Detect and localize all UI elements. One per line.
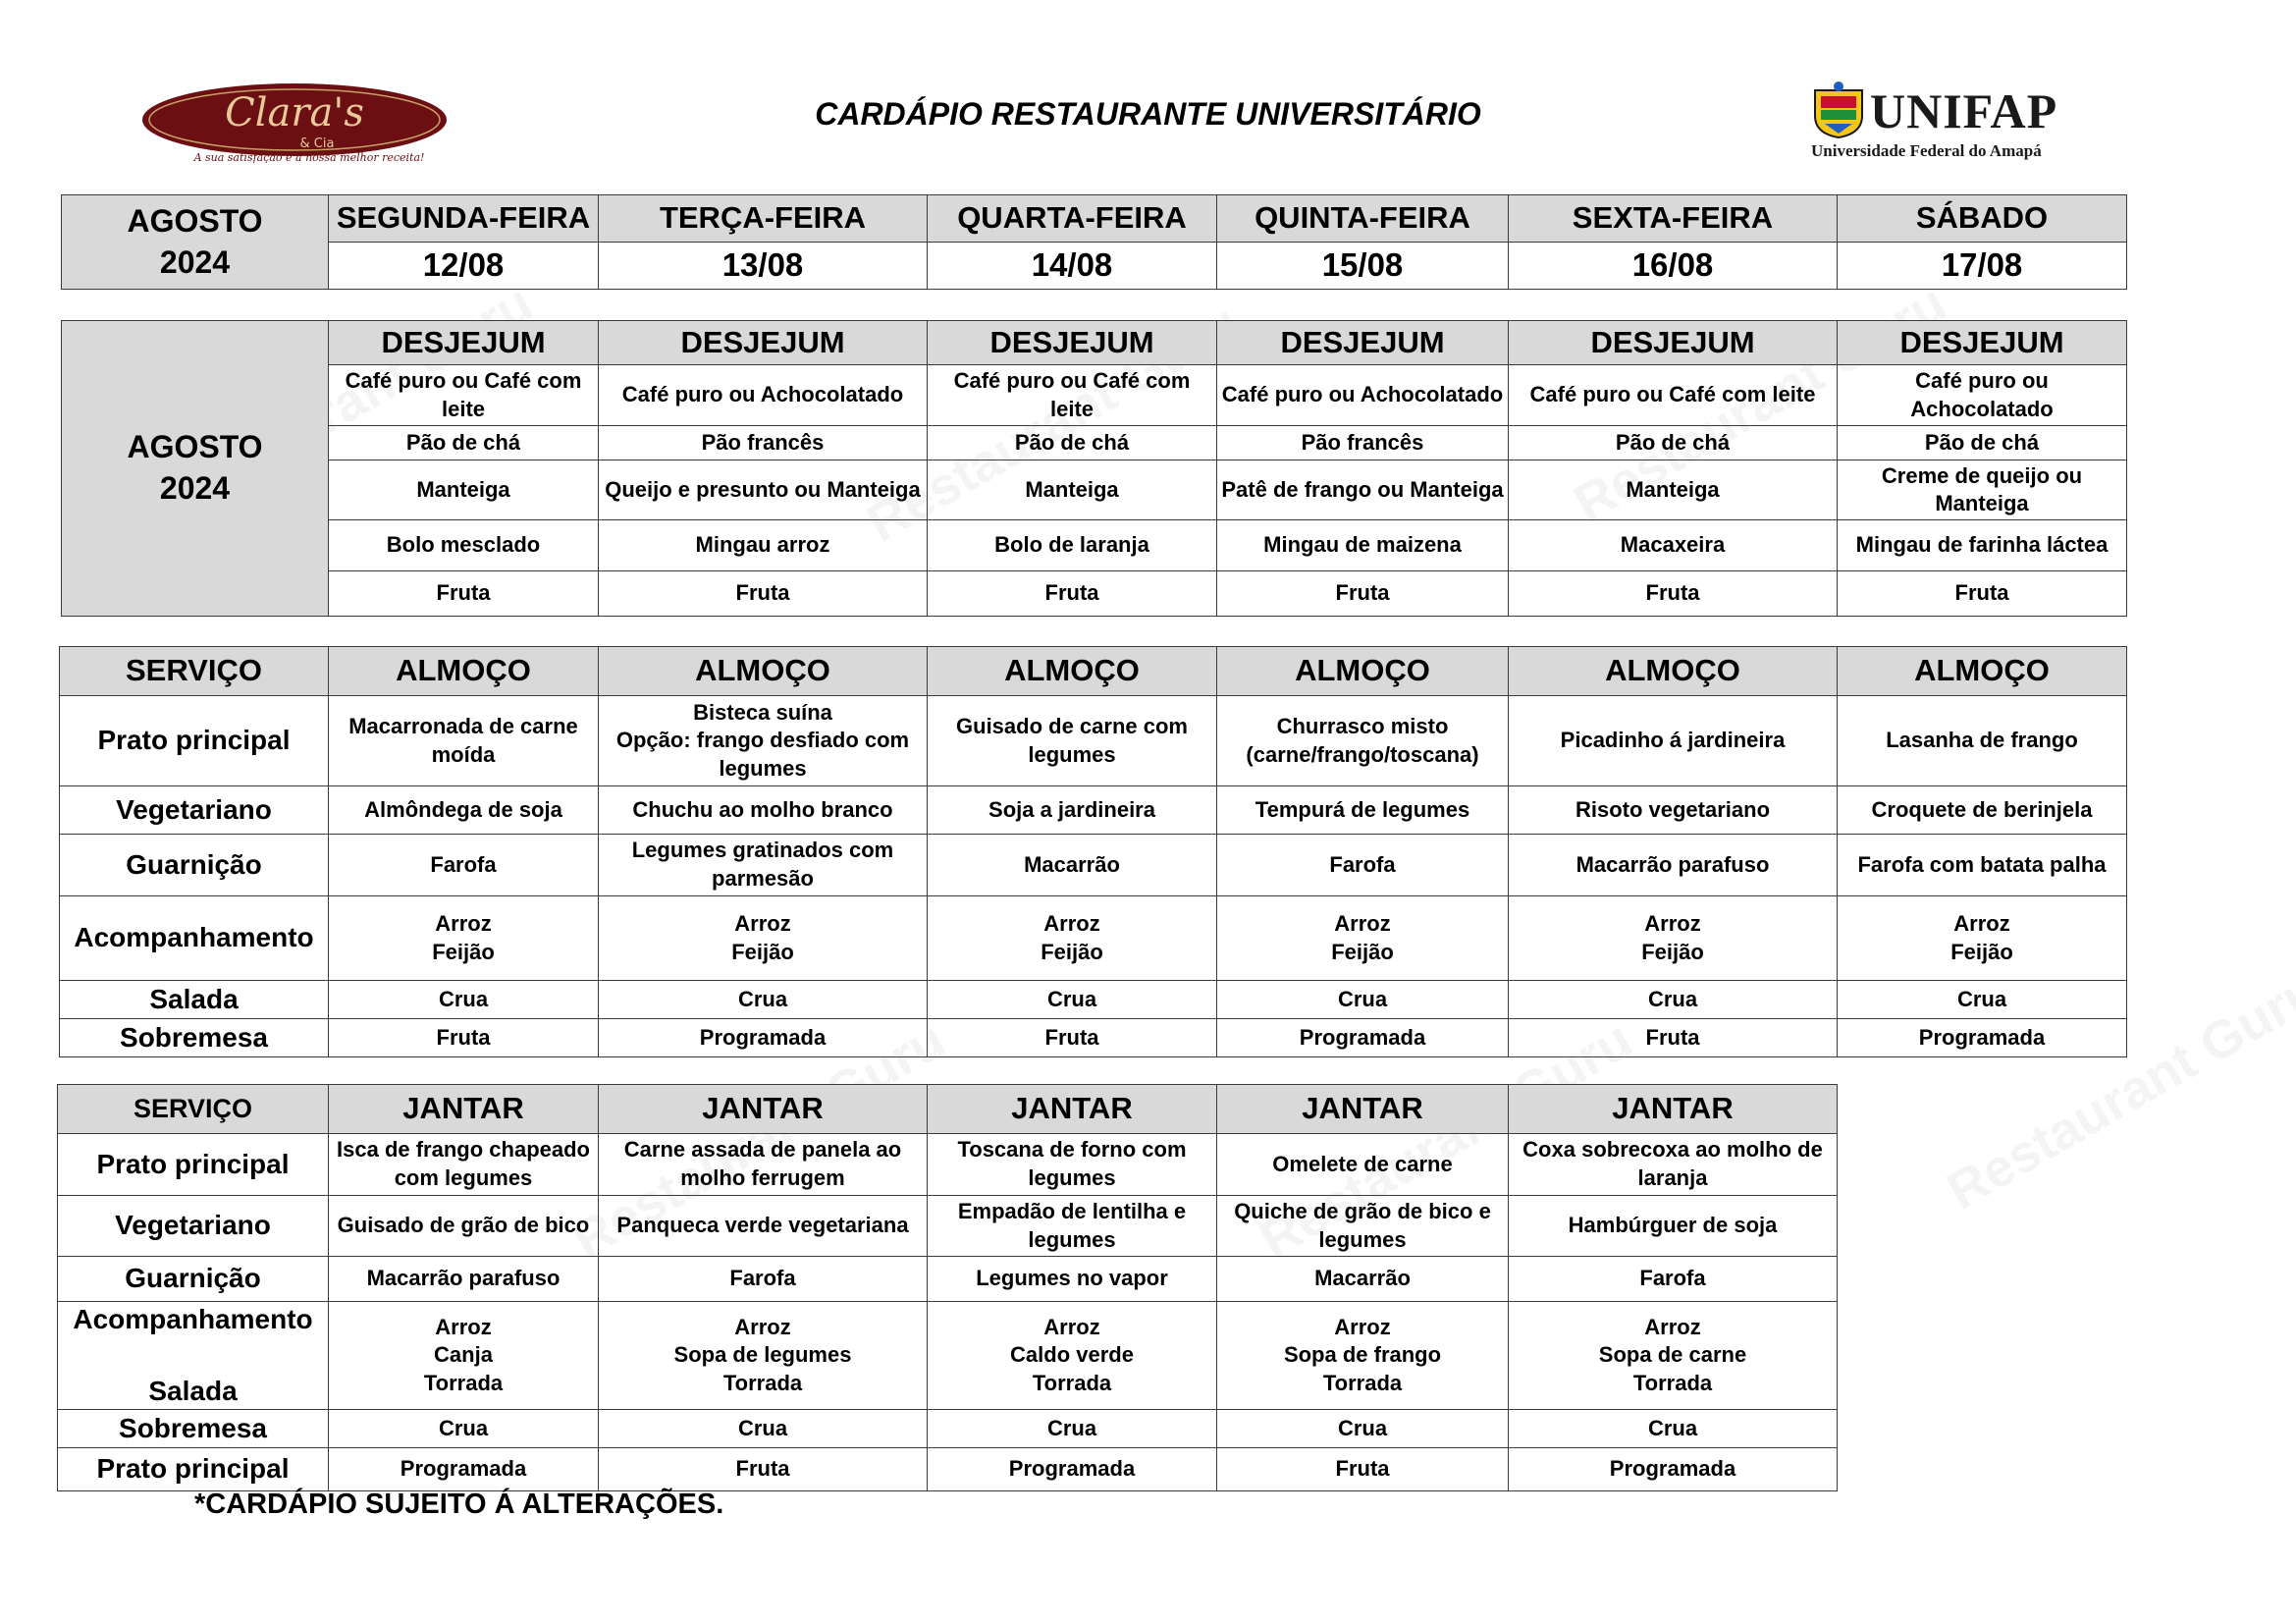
menu-cell: Arroz Sopa de frango Torrada — [1217, 1302, 1509, 1410]
menu-cell: Pão de chá — [928, 425, 1217, 460]
table-row — [62, 425, 2127, 460]
menu-cell: Arroz Feijão — [599, 896, 928, 981]
menu-cell: Café puro ou Café com leite — [1509, 365, 1838, 425]
day-date: 13/08 — [599, 243, 928, 290]
day-name: SÁBADO — [1838, 195, 2127, 243]
footer-note: *CARDÁPIO SUJEITO Á ALTERAÇÕES. — [194, 1489, 724, 1520]
menu-cell: Manteiga — [928, 460, 1217, 519]
menu-cell: Empadão de lentilha e legumes — [928, 1196, 1217, 1257]
meal-heading: DESJEJUM — [329, 321, 599, 365]
dates-table — [61, 194, 2127, 290]
row-label: Prato principal — [60, 696, 329, 786]
table-row — [60, 1019, 2127, 1057]
menu-cell: Programada — [329, 1448, 599, 1491]
menu-cell: Café puro ou Achocolatado — [1217, 365, 1509, 425]
svg-text:& Cia: & Cia — [299, 136, 335, 151]
meal-heading: JANTAR — [928, 1085, 1217, 1134]
meal-heading: DESJEJUM — [1217, 321, 1509, 365]
menu-cell: Legumes gratinados com parmesão — [599, 835, 928, 896]
menu-cell: Crua — [329, 1410, 599, 1448]
unifap-logo — [1811, 79, 2115, 167]
menu-cell: Mingau de maizena — [1217, 520, 1509, 570]
table-row — [60, 786, 2127, 835]
day-name: QUINTA-FEIRA — [1217, 195, 1509, 243]
row-label: Guarnição — [60, 835, 329, 896]
svg-text:A sua satisfação é a nossa mel: A sua satisfação é a nossa melhor receita! — [193, 151, 425, 163]
table-row — [58, 1257, 1838, 1302]
menu-cell: Fruta — [599, 1448, 928, 1491]
menu-cell: Macarrão parafuso — [1509, 835, 1838, 896]
menu-cell: Arroz Caldo verde Torrada — [928, 1302, 1217, 1410]
menu-cell: Risoto vegetariano — [1509, 786, 1838, 835]
meal-heading: DESJEJUM — [599, 321, 928, 365]
menu-cell: Fruta — [1509, 1019, 1838, 1057]
menu-cell: Café puro ou Achocolatado — [1838, 365, 2127, 425]
table-row — [58, 1196, 1838, 1257]
row-label: Acompanhamento Salada — [58, 1302, 329, 1410]
menu-cell: Crua — [928, 1410, 1217, 1448]
day-name: SEXTA-FEIRA — [1509, 195, 1838, 243]
page-title: CARDÁPIO RESTAURANTE UNIVERSITÁRIO — [815, 96, 1481, 132]
menu-cell: Fruta — [928, 570, 1217, 616]
menu-cell: Crua — [599, 1410, 928, 1448]
row-label: Sobremesa — [60, 1019, 329, 1057]
menu-cell: Churrasco misto (carne/frango/toscana) — [1217, 696, 1509, 786]
menu-cell: Pão de chá — [1509, 425, 1838, 460]
menu-cell: Farofa — [599, 1257, 928, 1302]
menu-cell: Hambúrguer de soja — [1509, 1196, 1838, 1257]
table-row — [58, 1134, 1838, 1196]
menu-cell: Programada — [599, 1019, 928, 1057]
menu-cell: Crua — [928, 981, 1217, 1019]
menu-cell: Crua — [1217, 981, 1509, 1019]
table-row — [62, 365, 2127, 425]
meal-heading: DESJEJUM — [1838, 321, 2127, 365]
day-date: 12/08 — [329, 243, 599, 290]
menu-cell: Crua — [599, 981, 928, 1019]
menu-cell: Picadinho á jardineira — [1509, 696, 1838, 786]
desjejum-table — [61, 320, 2127, 617]
table-row — [62, 570, 2127, 616]
month-cell: AGOSTO 2024 — [62, 321, 329, 617]
almoco-table — [59, 646, 2127, 1057]
menu-cell: Lasanha de frango — [1838, 696, 2127, 786]
menu-cell: Creme de queijo ou Manteiga — [1838, 460, 2127, 519]
row-label: Vegetariano — [58, 1196, 329, 1257]
day-date: 14/08 — [928, 243, 1217, 290]
menu-cell: Carne assada de panela ao molho ferrugem — [599, 1134, 928, 1196]
menu-cell: Crua — [1509, 1410, 1838, 1448]
crest-icon — [1811, 81, 1866, 139]
meal-heading: ALMOÇO — [1217, 647, 1509, 696]
menu-cell: Panqueca verde vegetariana — [599, 1196, 928, 1257]
menu-cell: Guisado de grão de bico — [329, 1196, 599, 1257]
menu-cell: Mingau arroz — [599, 520, 928, 570]
meal-heading: JANTAR — [1509, 1085, 1838, 1134]
menu-cell: Bolo mesclado — [329, 520, 599, 570]
menu-cell: Fruta — [329, 1019, 599, 1057]
meal-heading: ALMOÇO — [1509, 647, 1838, 696]
menu-cell: Pão de chá — [1838, 425, 2127, 460]
menu-cell: Patê de frango ou Manteiga — [1217, 460, 1509, 519]
row-label: Salada — [60, 981, 329, 1019]
menu-cell: Fruta — [599, 570, 928, 616]
day-date: 17/08 — [1838, 243, 2127, 290]
menu-cell: Bolo de laranja — [928, 520, 1217, 570]
row-label: Guarnição — [58, 1257, 329, 1302]
menu-cell: Soja a jardineira — [928, 786, 1217, 835]
meal-heading: DESJEJUM — [1509, 321, 1838, 365]
meal-heading: ALMOÇO — [329, 647, 599, 696]
menu-cell: Fruta — [1838, 570, 2127, 616]
table-row — [58, 1302, 1838, 1410]
table-row — [60, 896, 2127, 981]
menu-cell: Legumes no vapor — [928, 1257, 1217, 1302]
meal-heading: JANTAR — [329, 1085, 599, 1134]
jantar-table — [57, 1084, 1838, 1491]
menu-cell: Fruta — [1509, 570, 1838, 616]
menu-cell: Bisteca suína Opção: frango desfiado com legumes — [599, 696, 928, 786]
menu-cell: Programada — [1509, 1448, 1838, 1491]
menu-cell: Manteiga — [329, 460, 599, 519]
table-row — [58, 1410, 1838, 1448]
unifap-wordmark: UNIFAP — [1870, 83, 2058, 138]
menu-cell: Farofa — [329, 835, 599, 896]
menu-cell: Pão francês — [599, 425, 928, 460]
day-date: 16/08 — [1509, 243, 1838, 290]
menu-cell: Macarronada de carne moída — [329, 696, 599, 786]
service-label: SERVIÇO — [60, 647, 329, 696]
menu-cell: Crua — [1838, 981, 2127, 1019]
menu-cell: Crua — [1217, 1410, 1509, 1448]
menu-cell: Toscana de forno com legumes — [928, 1134, 1217, 1196]
menu-cell: Guisado de carne com legumes — [928, 696, 1217, 786]
menu-cell: Programada — [1838, 1019, 2127, 1057]
unifap-subtitle: Universidade Federal do Amapá — [1811, 141, 2042, 160]
row-label: Vegetariano — [60, 786, 329, 835]
day-name: SEGUNDA-FEIRA — [329, 195, 599, 243]
table-row — [58, 1448, 1838, 1491]
day-name: QUARTA-FEIRA — [928, 195, 1217, 243]
menu-cell: Macarrão parafuso — [329, 1257, 599, 1302]
row-label: Prato principal — [58, 1134, 329, 1196]
table-row — [60, 835, 2127, 896]
menu-cell: Manteiga — [1509, 460, 1838, 519]
meal-heading: DESJEJUM — [928, 321, 1217, 365]
menu-cell: Farofa — [1217, 835, 1509, 896]
row-label: Prato principal — [58, 1448, 329, 1491]
month-cell: AGOSTO 2024 — [62, 195, 329, 290]
menu-cell: Farofa — [1509, 1257, 1838, 1302]
menu-cell: Quiche de grão de bico e legumes — [1217, 1196, 1509, 1257]
menu-cell: Mingau de farinha láctea — [1838, 520, 2127, 570]
row-label: Acompanhamento — [60, 896, 329, 981]
menu-cell: Programada — [1217, 1019, 1509, 1057]
service-label: SERVIÇO — [58, 1085, 329, 1134]
table-row — [62, 520, 2127, 570]
menu-cell: Arroz Sopa de carne Torrada — [1509, 1302, 1838, 1410]
svg-text:Clara's: Clara's — [225, 90, 364, 135]
table-row — [60, 981, 2127, 1019]
menu-cell: Café puro ou Achocolatado — [599, 365, 928, 425]
menu-cell: Macarrão — [928, 835, 1217, 896]
menu-cell: Crua — [1509, 981, 1838, 1019]
day-name: TERÇA-FEIRA — [599, 195, 928, 243]
meal-heading: ALMOÇO — [1838, 647, 2127, 696]
menu-cell: Almôndega de soja — [329, 786, 599, 835]
meal-heading: ALMOÇO — [599, 647, 928, 696]
menu-cell: Farofa com batata palha — [1838, 835, 2127, 896]
meal-heading: ALMOÇO — [928, 647, 1217, 696]
menu-cell: Café puro ou Café com leite — [329, 365, 599, 425]
table-row — [60, 696, 2127, 786]
day-date: 15/08 — [1217, 243, 1509, 290]
menu-cell: Croquete de berinjela — [1838, 786, 2127, 835]
menu-cell: Arroz Sopa de legumes Torrada — [599, 1302, 928, 1410]
menu-cell: Macaxeira — [1509, 520, 1838, 570]
menu-cell: Arroz Feijão — [329, 896, 599, 981]
menu-cell: Programada — [928, 1448, 1217, 1491]
menu-cell: Queijo e presunto ou Manteiga — [599, 460, 928, 519]
menu-cell: Arroz Canja Torrada — [329, 1302, 599, 1410]
table-row — [62, 460, 2127, 519]
meal-heading: JANTAR — [1217, 1085, 1509, 1134]
meal-heading: JANTAR — [599, 1085, 928, 1134]
menu-cell: Isca de frango chapeado com legumes — [329, 1134, 599, 1196]
menu-cell: Café puro ou Café com leite — [928, 365, 1217, 425]
menu-cell: Pão de chá — [329, 425, 599, 460]
menu-cell: Omelete de carne — [1217, 1134, 1509, 1196]
menu-cell: Tempurá de legumes — [1217, 786, 1509, 835]
menu-cell: Fruta — [1217, 1448, 1509, 1491]
menu-cell: Arroz Feijão — [1838, 896, 2127, 981]
menu-cell: Pão francês — [1217, 425, 1509, 460]
menu-cell: Fruta — [329, 570, 599, 616]
row-label: Sobremesa — [58, 1410, 329, 1448]
menu-cell: Crua — [329, 981, 599, 1019]
menu-cell: Fruta — [1217, 570, 1509, 616]
menu-cell: Arroz Feijão — [1217, 896, 1509, 981]
menu-cell: Fruta — [928, 1019, 1217, 1057]
menu-cell: Arroz Feijão — [1509, 896, 1838, 981]
menu-cell: Arroz Feijão — [928, 896, 1217, 981]
menu-cell: Chuchu ao molho branco — [599, 786, 928, 835]
menu-cell: Macarrão — [1217, 1257, 1509, 1302]
menu-cell: Coxa sobrecoxa ao molho de laranja — [1509, 1134, 1838, 1196]
